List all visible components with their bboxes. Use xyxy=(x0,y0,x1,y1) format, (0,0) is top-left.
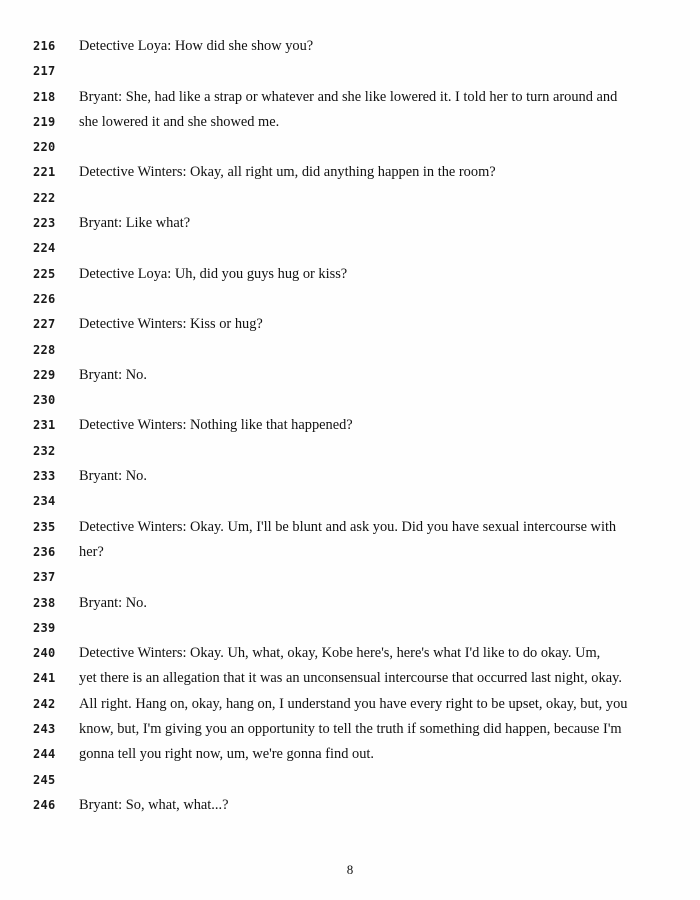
transcript-line xyxy=(0,593,700,618)
line-number: 239 xyxy=(33,620,56,635)
line-text: she lowered it and she showed me. xyxy=(79,113,280,130)
transcript-line xyxy=(0,137,700,162)
line-number: 221 xyxy=(33,165,56,180)
transcript-line xyxy=(0,643,700,668)
transcript-line xyxy=(0,795,700,820)
transcript-line xyxy=(0,390,700,415)
line-text: Bryant: She, had like a strap or whatever and she like lowered it. I told her to turn around and xyxy=(79,88,618,105)
line-number: 229 xyxy=(33,367,56,382)
transcript-line xyxy=(0,542,700,567)
line-number: 224 xyxy=(33,241,56,256)
transcript-line xyxy=(0,289,700,314)
line-number: 217 xyxy=(33,64,56,79)
line-text: Detective Winters: Nothing like that happened? xyxy=(79,417,353,434)
transcript-lines xyxy=(0,36,700,820)
line-number: 241 xyxy=(33,671,56,686)
line-number: 244 xyxy=(33,747,56,762)
line-text: Bryant: No. xyxy=(79,468,147,485)
line-number: 216 xyxy=(33,39,56,53)
line-text: Detective Winters: Okay. Uh, what, okay, Kobe here's, here's what I'd like to do okay. Um, xyxy=(79,645,601,662)
transcript-line xyxy=(0,340,700,365)
line-number: 223 xyxy=(33,216,56,231)
transcript-line xyxy=(0,415,700,440)
line-text: All right. Hang on, okay, hang on, I understand you have every right to be upset, okay, but, you xyxy=(79,695,628,712)
transcript-line xyxy=(0,61,700,86)
transcript-line xyxy=(0,36,700,61)
transcript-line xyxy=(0,365,700,390)
page-number: 8 xyxy=(346,862,354,877)
line-number: 227 xyxy=(33,317,56,332)
transcript-line xyxy=(0,668,700,693)
transcript-line xyxy=(0,770,700,795)
line-text: gonna tell you right now, um, we're gonna find out. xyxy=(79,746,375,763)
line-number: 225 xyxy=(33,266,56,281)
line-number: 233 xyxy=(33,469,56,484)
line-text: Detective Loya: How did she show you? xyxy=(79,38,314,54)
line-number: 237 xyxy=(33,570,56,585)
transcript-line xyxy=(0,466,700,491)
transcript-line xyxy=(0,517,700,542)
line-number: 231 xyxy=(33,418,56,433)
line-number: 243 xyxy=(33,722,56,737)
transcript-line xyxy=(0,188,700,213)
line-text: Detective Winters: Kiss or hug? xyxy=(79,316,263,333)
line-number: 232 xyxy=(33,443,56,458)
line-number: 220 xyxy=(33,140,56,155)
line-number: 245 xyxy=(33,772,56,787)
line-text: Bryant: No. xyxy=(79,366,147,383)
line-number: 219 xyxy=(33,114,56,129)
transcript-line xyxy=(0,719,700,744)
line-text: Detective Winters: Okay, all right um, did anything happen in the room? xyxy=(79,164,496,181)
line-number: 218 xyxy=(33,89,56,104)
transcript-line xyxy=(0,314,700,339)
transcript-line xyxy=(0,238,700,263)
transcript-line xyxy=(0,441,700,466)
line-text: Bryant: No. xyxy=(79,594,147,611)
transcript-line xyxy=(0,87,700,112)
line-number: 242 xyxy=(33,696,56,711)
line-text: know, but, I'm giving you an opportunity to tell the truth if something did happen, because I'm xyxy=(79,721,622,738)
transcript-line xyxy=(0,491,700,516)
line-text: Bryant: So, what, what...? xyxy=(79,796,229,813)
line-text: yet there is an allegation that it was an unconsensual intercourse that occurred last night, okay. xyxy=(79,670,622,687)
transcript-line xyxy=(0,744,700,769)
line-number: 226 xyxy=(33,291,56,306)
line-text: Detective Loya: Uh, did you guys hug or kiss? xyxy=(79,265,348,282)
transcript-line xyxy=(0,112,700,137)
line-number: 228 xyxy=(33,342,56,357)
line-text: Bryant: Like what? xyxy=(79,215,191,232)
line-number: 235 xyxy=(33,519,56,534)
line-text: her? xyxy=(79,543,104,560)
line-number: 246 xyxy=(33,797,56,812)
line-text: Detective Winters: Okay. Um, I'll be blunt and ask you. Did you have sexual intercourse with xyxy=(79,518,617,535)
transcript-line xyxy=(0,213,700,238)
line-number: 230 xyxy=(33,393,56,408)
transcript-line xyxy=(0,618,700,643)
line-number: 240 xyxy=(33,646,56,661)
line-number: 236 xyxy=(33,544,56,559)
line-number: 234 xyxy=(33,494,56,509)
transcript-line xyxy=(0,162,700,187)
transcript-line xyxy=(0,264,700,289)
line-number: 222 xyxy=(33,190,56,205)
transcript-line xyxy=(0,694,700,719)
line-number: 238 xyxy=(33,595,56,610)
transcript-line xyxy=(0,567,700,592)
